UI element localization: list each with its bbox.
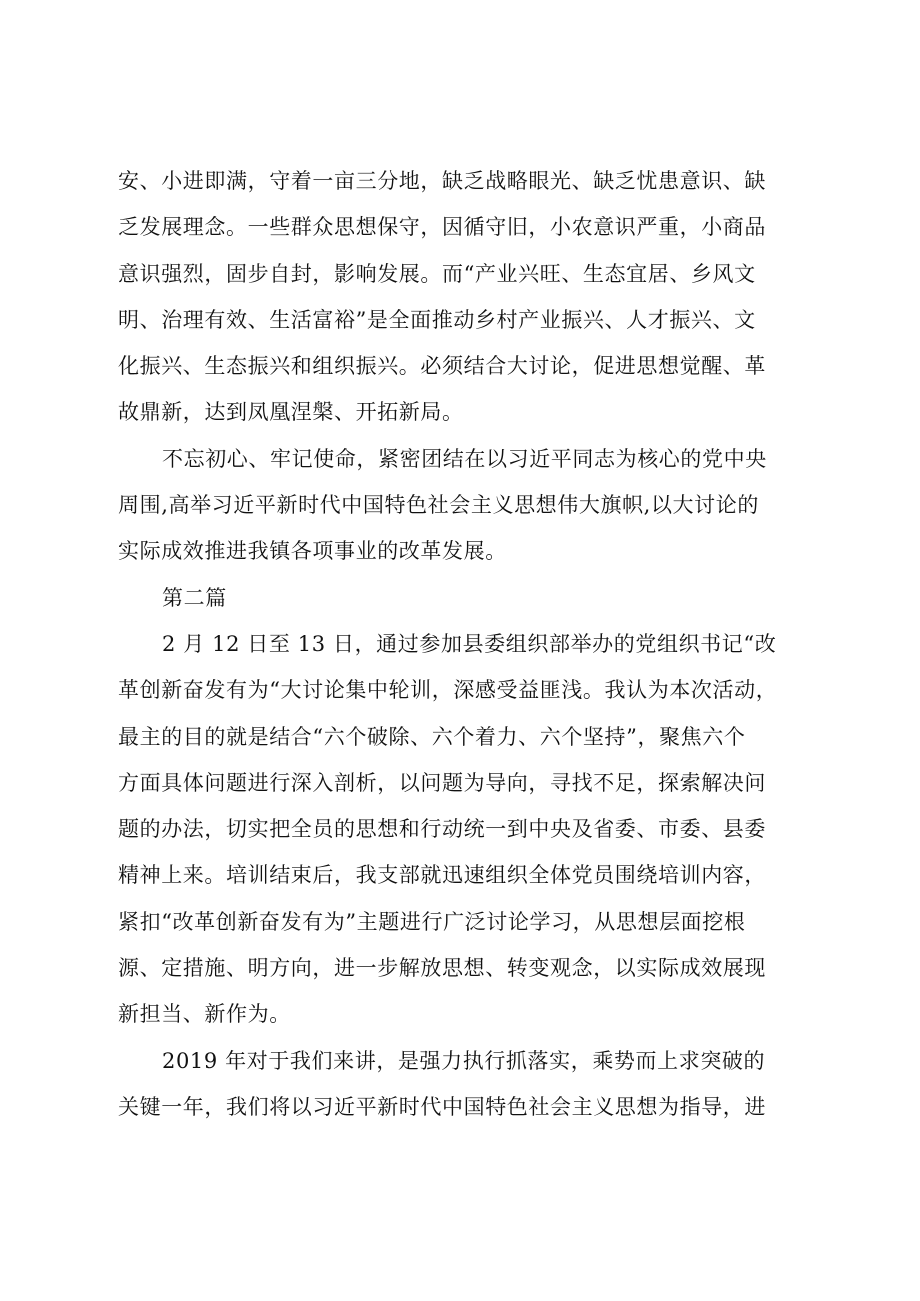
text-line: 安、小进即满，守着一亩三分地，缺乏战略眼光、缺乏忧患意识、缺	[118, 169, 766, 193]
text-line: 化振兴、生态振兴和组织振兴。必须结合大讨论，促进思想觉醒、革	[118, 354, 766, 379]
document-page	[118, 158, 818, 1130]
text-line: 故鼎新，达到凤凰涅槃、开拓新局。	[118, 400, 464, 425]
text-line: 不忘初心、牢记使命，紧密团结在以习近平同志为核心的党中央	[162, 446, 767, 471]
text-line: 最主的目的就是结合“六个破除、六个着力、六个坚持”，聚焦六个	[118, 724, 746, 749]
text-line: 明、治理有效、生活富裕”是全面推动乡村产业振兴、人才振兴、文	[118, 307, 756, 332]
text-line: 精神上来。培训结束后，我支部就迅速组织全体党员围绕培训内容，	[118, 863, 766, 888]
paragraph-2	[118, 436, 818, 575]
text-line: 2019 年对于我们来讲，是强力执行抓落实，乘势而上求突破的	[162, 1048, 766, 1073]
paragraph-1	[118, 158, 818, 436]
text-line: 新担当、新作为。	[118, 1002, 291, 1027]
text-line: 题的办法，切实把全员的思想和行动统一到中央及省委、市委、县委	[118, 817, 766, 842]
text-line: 乏发展理念。一些群众思想保守，因循守旧，小农意识严重，小商品	[118, 215, 766, 240]
text-line: 方面具体问题进行深入剖析，以问题为导向，寻找不足，探索解决问	[118, 770, 766, 795]
text-line: 关键一年，我们将以习近平新时代中国特色社会主义思想为指导，进	[118, 1094, 766, 1119]
text-line: 周围,高举习近平新时代中国特色社会主义思想伟大旗帜,以大讨论的	[118, 493, 759, 518]
text-line: 意识强烈，固步自封，影响发展。而“产业兴旺、生态宜居、乡风文	[118, 261, 756, 286]
text-line: 革创新奋发有为“大讨论集中轮训，深感受益匪浅。我认为本次活动，	[118, 678, 778, 703]
text-line: 源、定措施、明方向，进一步解放思想、转变观念，以实际成效展现	[118, 956, 766, 981]
text-line: 实际成效推进我镇各项事业的改革发展。	[118, 539, 507, 564]
paragraph-3	[118, 621, 818, 1038]
paragraph-4	[118, 1038, 818, 1131]
section-heading: 第二篇	[162, 585, 227, 610]
text-line: 2 月 12 日至 13 日，通过参加县委组织部举办的党组织书记“改	[162, 631, 777, 656]
text-line: 紧扣“改革创新奋发有为”主题进行广泛讨论学习，从思想层面挖根	[118, 909, 746, 934]
